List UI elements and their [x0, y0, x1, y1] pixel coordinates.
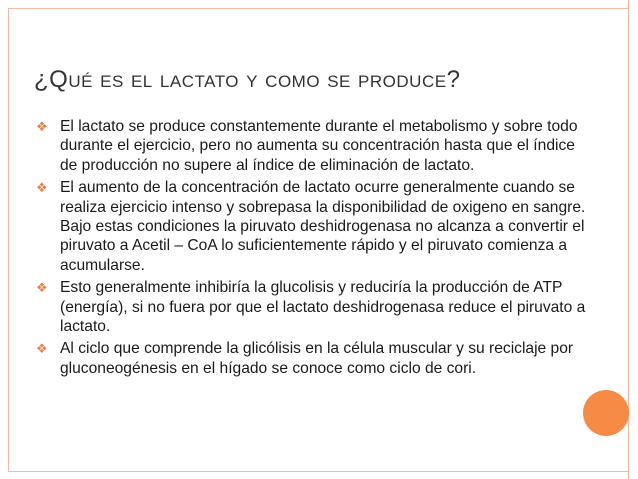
- frame-top-line: [8, 8, 629, 9]
- square-rosette-bullet-icon: ❖: [36, 180, 48, 196]
- bullet-item-1: [36, 117, 596, 175]
- bullet-text-3: Esto generalmente inhibiría la glucolisis y reduciría la producción de ATP (energía), si no fuera por que el lactato deshidrogenasa reduce el piruvato a lactato.: [60, 279, 586, 336]
- square-rosette-bullet-icon: ❖: [36, 280, 48, 296]
- bullet-item-2: [36, 178, 596, 275]
- bullet-item-3: [36, 278, 596, 336]
- square-rosette-bullet-icon: ❖: [36, 119, 48, 134]
- bullet-text-4: Al ciclo que comprende la glicólisis en la célula muscular y su reciclaje por gluconeogénesis en el hígado se conoce como ciclo de cori.: [60, 340, 574, 377]
- frame-left-line: [8, 8, 9, 471]
- bullet-list: [36, 117, 596, 381]
- square-rosette-bullet-icon: ❖: [36, 341, 48, 357]
- slide-title: ¿Qué es el lactato y como se produce?: [34, 66, 461, 93]
- decorative-orange-circle: [583, 390, 629, 436]
- bullet-text-1: El lactato se produce constantemente durante el metabolismo y sobre todo durante el ejercicio, pero no aumenta su concentración hasta que el índice de producción no supere al índice de eliminación de lactato.: [60, 118, 578, 174]
- bullet-text-2: El aumento de la concentración de lactato ocurre generalmente cuando se realiza ejercicio intenso y sobrepasa la disponibilidad de oxigeno en sangre. Bajo estas condiciones la piruvato deshidrogenasa no alcanza a convertir el piruvato a Acetil – CoA lo suficientemente rápido y el piruvato comienza a acumularse.: [60, 179, 586, 274]
- bullet-item-4: [36, 339, 596, 378]
- frame-bottom-line: [8, 471, 629, 472]
